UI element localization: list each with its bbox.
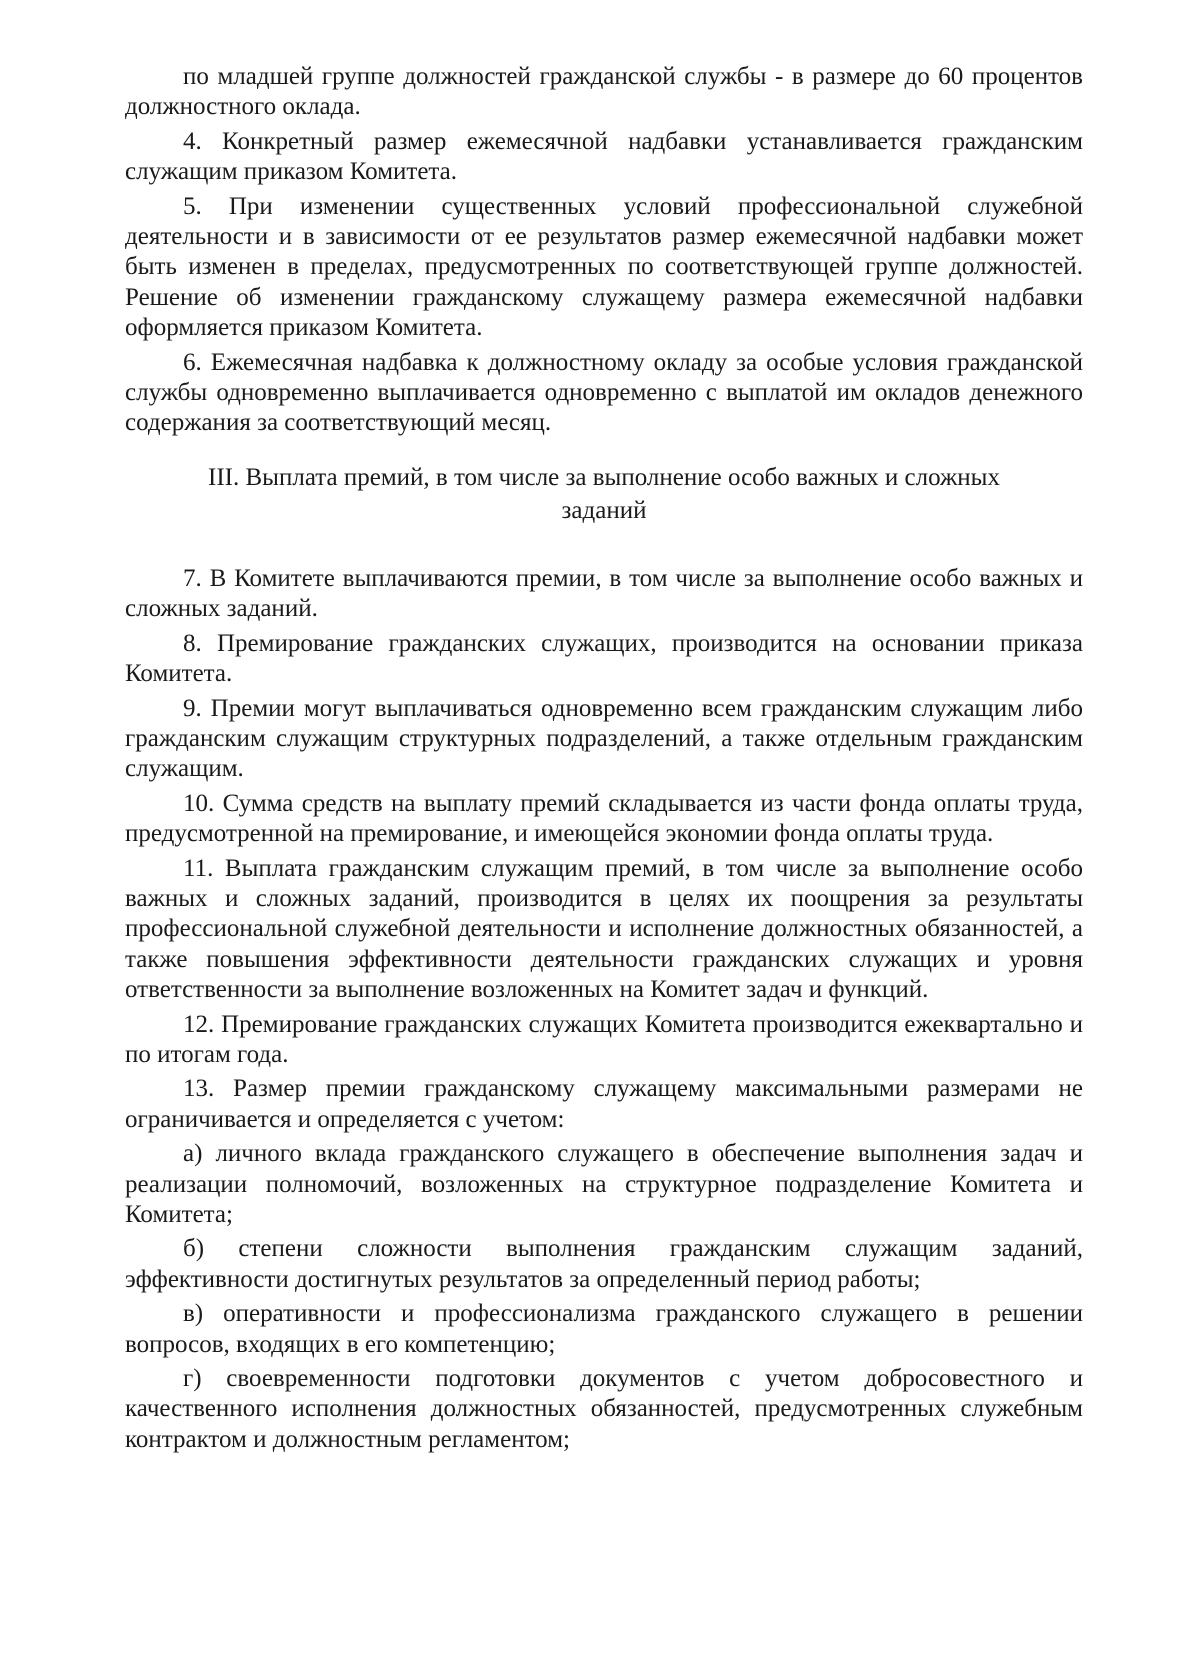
paragraph-12: 12. Премирование гражданских служащих Комитета производится ежеквартально и по итогам года. — [125, 1010, 1083, 1068]
paragraph-13: 13. Размер премии гражданскому служащему максимальными размерами не ограничивается и определяется с учетом: — [125, 1075, 1083, 1133]
paragraph-continuation: по младшей группе должностей гражданской службы - в размере до 60 процентов должностного оклада. — [125, 63, 1083, 121]
subitem-b: б) степени сложности выполнения гражданским служащим заданий, эффективности достигнутых результатов за определенный период работы; — [125, 1235, 1083, 1293]
subitem-g: г) своевременности подготовки документов с учетом добросовестного и качественного исполнения должностных обязанностей, предусмотренных служебным контрактом и должностным регламентом; — [125, 1365, 1083, 1453]
paragraph-9: 9. Премии могут выплачиваться одновременно всем гражданским служащим либо гражданским служащим структурных подразделений, а также отдельным гражданским служащим. — [125, 694, 1083, 783]
paragraph-5: 5. При изменении существенных условий профессиональной служебной деятельности и в зависимости от ее результатов размер ежемесячной надбавки может быть изменен в пределах, предусмотренных по соответствующей группе должностей. Решение об изменении гражданскому служащему размера ежемесячной надбавки оформляется приказом Комитета. — [125, 192, 1083, 342]
subitem-v: в) оперативности и профессионализма гражданского служащего в решении вопросов, входящих в его компетенцию; — [125, 1300, 1083, 1358]
subitem-a: а) личного вклада гражданского служащего в обеспечение выполнения задач и реализации полномочий, возложенных на структурное подразделение Комитета и Комитета; — [125, 1140, 1083, 1228]
paragraph-4: 4. Конкретный размер ежемесячной надбавки устанавливается гражданским служащим приказом Комитета. — [125, 127, 1083, 186]
section-heading — [125, 461, 1083, 527]
section-heading-line1: III. Выплата премий, в том числе за выполнение особо важных и сложных — [208, 463, 1000, 491]
paragraph-10: 10. Сумма средств на выплату премий складывается из части фонда оплаты труда, предусмотренной на премирование, и имеющейся экономии фонда оплаты труда. — [125, 789, 1083, 848]
document-body — [125, 62, 1083, 1459]
paragraph-11: 11. Выплата гражданским служащим премий, в том числе за выполнение особо важных и сложных заданий, производится в целях их поощрения за результаты профессиональной служебной деятельности и исполнение должностных обязанностей, а также повышения эффективности деятельности гражданских служащих и уровня ответственности за выполнение возложенных на Комитет задач и функций. — [125, 854, 1083, 1004]
section-heading-line2: заданий — [561, 496, 647, 524]
paragraph-8: 8. Премирование гражданских служащих, производится на основании приказа Комитета. — [125, 629, 1083, 688]
paragraph-7: 7. В Комитете выплачиваются премии, в том числе за выполнение особо важных и сложных заданий. — [125, 564, 1083, 623]
paragraph-6: 6. Ежемесячная надбавка к должностному окладу за особые условия гражданской службы одновременно выплачивается одновременно с выплатой им окладов денежного содержания за соответствующий месяц. — [125, 348, 1083, 437]
